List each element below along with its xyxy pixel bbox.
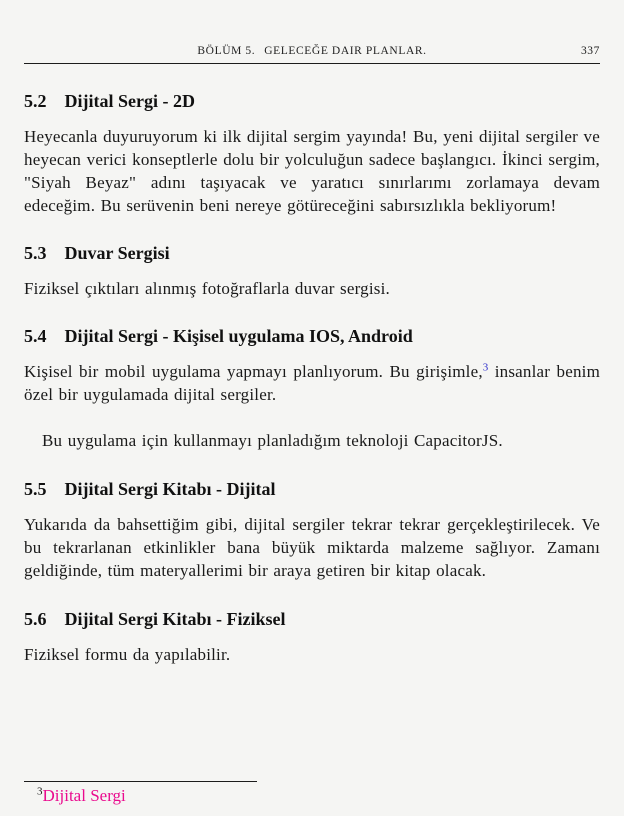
paragraph: Fiziksel çıktıları alınmış fotoğraflarla duvar sergisi. — [24, 279, 390, 298]
paragraph: Fiziksel formu da yapılabilir. — [24, 645, 231, 664]
paragraph: Yukarıda da bahsettiğim gibi, dijital sergiler tekrar tekrar gerçekleştirilecek. Ve bu tekrarlanan etkinlikler bana büyük miktarda malzeme sağlıyor. Zamanı geldiğinde, tüm materyallerimi bir araya getiren bir kitap olacak. — [24, 515, 600, 580]
page-number: 337 — [580, 45, 600, 57]
footnote-area — [24, 781, 600, 807]
section-title: Dijital Sergi - Kişisel uygulama IOS, Android — [64, 326, 413, 346]
section-number: 5.2 — [24, 91, 47, 111]
footnote-rule — [24, 781, 257, 782]
section-title: Duvar Sergisi — [64, 243, 170, 263]
section-title: Dijital Sergi - 2D — [64, 91, 195, 111]
section-heading — [24, 325, 600, 348]
section-heading — [24, 608, 600, 631]
paragraph-text: insanlar benim özel bir uygulamada dijital sergiler. — [24, 362, 600, 404]
section-5-4 — [24, 325, 600, 452]
section-5-6 — [24, 608, 600, 666]
chapter-title-label: GELECEĞE DAIR PLANLAR. — [264, 45, 427, 57]
section-5-2 — [24, 90, 600, 217]
paragraph-text: Kişisel bir mobil uygulama yapmayı planlıyorum. Bu girişimle, — [24, 362, 483, 381]
section-heading — [24, 478, 600, 501]
footnote-text — [24, 785, 600, 807]
section-number: 5.4 — [24, 326, 47, 346]
footnote-reference-link[interactable]: 3 — [482, 361, 489, 374]
section-number: 5.3 — [24, 243, 47, 263]
footnote-marker: 3 — [37, 785, 43, 798]
section-heading — [24, 90, 600, 113]
section-5-5 — [24, 478, 600, 582]
paragraph: Heyecanla duyuruyorum ki ilk dijital sergim yayında! Bu, yeni dijital sergiler ve heyecan verici konseptlerle dolu bir yolculuğun sadece başlangıcı. İkinci sergim, "Siyah Beyaz" adını taşıyacak ve yaratıcı sınırlarımı zorlamaya devam edeceğim. Bu serüvenin beni nereye götüreceğini sabırsızlıkla bekliyorum! — [24, 127, 600, 215]
section-number: 5.5 — [24, 479, 47, 499]
section-title: Dijital Sergi Kitabı - Fiziksel — [64, 609, 286, 629]
section-title: Dijital Sergi Kitabı - Dijital — [64, 479, 276, 499]
running-head — [24, 45, 600, 64]
paragraph: Bu uygulama için kullanmayı planladığım teknoloji CapacitorJS. — [42, 431, 503, 450]
chapter-number-label: BÖLÜM 5. — [197, 45, 256, 57]
section-heading — [24, 242, 600, 265]
section-5-3 — [24, 242, 600, 300]
section-number: 5.6 — [24, 609, 47, 629]
paragraph-with-footnote-ref — [24, 360, 600, 406]
footnote-link[interactable]: Dijital Sergi — [42, 786, 126, 805]
